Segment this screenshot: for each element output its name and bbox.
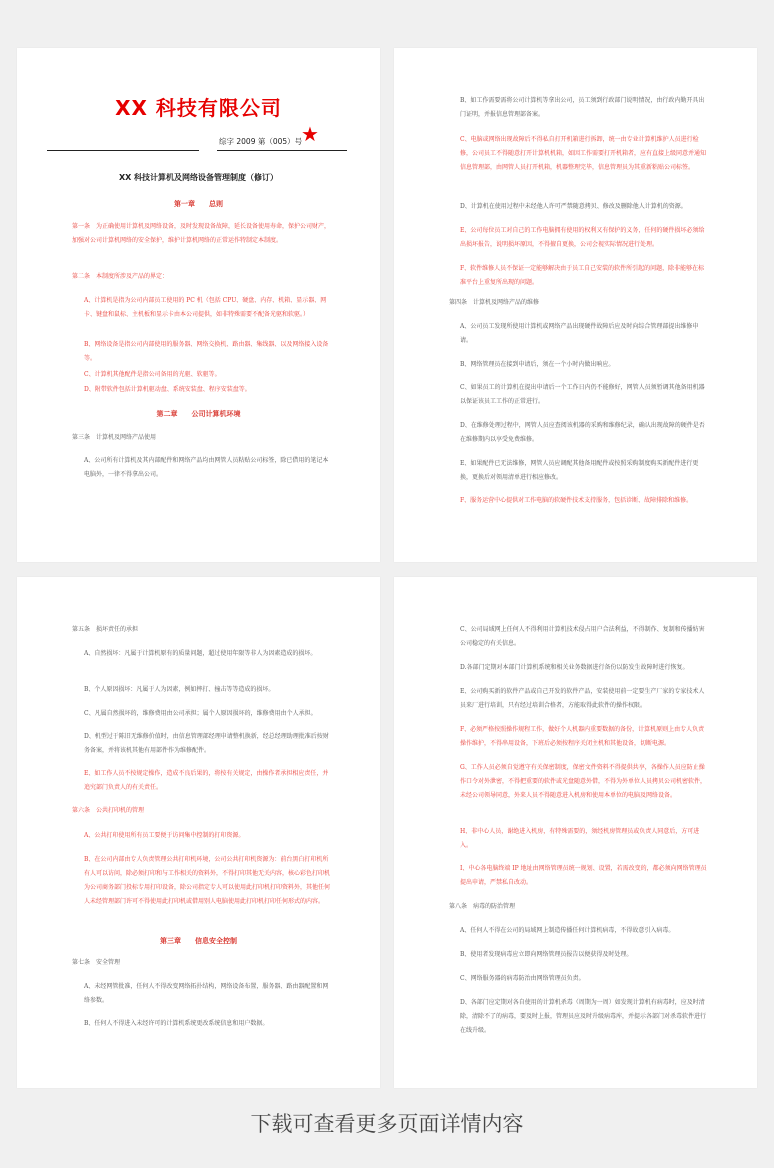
- document-page-2: [394, 48, 757, 562]
- clause-e: E、公司每位员工对自己的工作电脑拥有使用的权利又有保护的义务，任何的硬件损坏必须给出损坏报告，说明损坏原因，不得擅自更换，公司会视实际情况进行处理。: [460, 227, 705, 248]
- item-b: B、网络设备是指公司内部使用的服务器、网络交换机、路由器、集线器、以及网络接入设备等。: [84, 341, 329, 362]
- article-5-b: B、个人原因损坏：凡属于人为因素，例如摔打、撞击等等造成的损坏。: [84, 686, 275, 693]
- article-4-f: F、服务运营中心提供对工作电脑的软硬件技术支持服务，包括诊断、故障排除和维修。: [460, 497, 693, 504]
- article-8-d: D、各部门应定期对各自使用的计算机杀毒（周期为一周）如发现计算机有病毒时，应及时清除，清除不了的病毒，要及时上报，管理员应及时升级病毒库，并提示各部门对杀毒软件进行在线升级。: [460, 999, 707, 1034]
- clause-f: F、软件维修人员不保证一定能够解决由于员工自己安装的软件所引起的问题，除非能够在标准平台上重复所出现的问题。: [460, 265, 705, 286]
- document-page-1: [17, 48, 380, 562]
- article-8-b: B、使用者发现病毒应立即向网络管理员报告以便获得及时处理。: [460, 951, 633, 958]
- clause-c: C、电脑或网络出现故障后不得私自打开机箱进行拆卸，统一由专业计算机维护人员进行检修，公司员工不得随意打开计算机机箱，如因工作需要打开机箱者，应有直接上级同意并通知信息管理部，由网管人员打开机箱，机器整理完毕，信息管理员为其重新粘贴公司标签。: [460, 136, 707, 171]
- article-7: 第七条 安全管理: [72, 959, 121, 966]
- clause-b: B、如工作需要需将公司计算机等拿出公司，员工须到行政部门说明情况，由行政内勤开具出门证明，并报信息管理部备案。: [460, 97, 705, 118]
- item-a: A、计算机是指为公司内部员工使用的 PC 机（包括 CPU、硬盘、内存、机箱、显示器、网卡、键盘和鼠标、主机板和显示卡由本公司提供，如非特殊需要不配备光驱和软驱。）: [84, 297, 327, 318]
- article-4-c: C、如果员工的计算机在提出申请后一个工作日内仍不能修好，网管人员须暂调其他备用机器以保证该员工工作的正常进行。: [460, 384, 705, 405]
- article-4: 第四条 计算机及网络产品的维修: [449, 299, 540, 306]
- article-7-d: D.各部门定期对本部门计算机系统和相关业务数据进行备份以防发生故障时进行恢复。: [460, 664, 689, 671]
- article-7-f: F、必须严格按照操作规程工作，做好个人机器内重要数据的备份，计算机原则上由专人负责操作维护，不得串用设备，下班后必须按程序关闭主机和其他设备，切断电源。: [460, 726, 705, 747]
- star-icon: ★: [301, 122, 319, 146]
- article-5-a: A、自然损坏：凡属于计算机原有的质量问题，超过使用年限等非人为因素造成的损坏。: [84, 650, 317, 657]
- article-8-c: C、网络服务器的病毒防治由网络管理员负责。: [460, 975, 585, 982]
- document-page-3: [17, 577, 380, 1088]
- article-3: 第三条 计算机及网络产品使用: [72, 434, 157, 441]
- header-rule-left: [47, 150, 199, 151]
- article-5-e: E、如工作人员不按规定操作，造成不良后果的，将按有关规定，由操作者承担相应责任，并追究部门负责人的有关责任。: [84, 770, 329, 791]
- document-title: XX 科技计算机及网络设备管理制度（修订）: [118, 173, 279, 182]
- article-5-d: D、机型过于陈旧无维修价值时，由信息管理部经理申请整机换新，经总经理助理批准后按财务备案，并将该机其他有用部件作为维修配件。: [84, 733, 329, 754]
- article-5: 第五条 损坏责任的承担: [72, 626, 139, 633]
- article-8-a: A、任何人不得在公司的局域网上制造传播任何计算机病毒，不得故意引入病毒。: [460, 927, 675, 934]
- article-7-i: I、中心各电脑终端 IP 地址由网络管理员统一规划、设置，若需改变的，都必须向网络管理员提出申请，严禁私自改动。: [460, 865, 707, 886]
- article-4-e: E、如果配件已无法维修，网管人员应调配其他备用配件或按照采购制度购买新配件进行更换，更换后对领用清单进行相应修改。: [460, 460, 699, 481]
- download-more-caption: 下载可查看更多页面详情内容: [250, 1112, 524, 1136]
- article-7-g: G、工作人员必须自觉遵守有关保密制度，保密文件资料不得提供共享，各操作人员应防止操作口令对外泄密，不得把重要的软件或光盘随意外借，不得为外单位人员拷贝公司机密软件，未经公司领导同意，外来人员不得随意进入机房和使用本单位的电脑及网络设备。: [460, 764, 707, 799]
- article-4-a: A、公司员工发现所使用计算机或网络产品出现硬件故障后应及时向综合管理部提出维修申请。: [460, 323, 699, 344]
- article-3-a: A、公司所有计算机及其内部配件和网络产品均由网管人员粘贴公司标签，除已借用的笔记本电脑外，一律不得拿出公司。: [84, 457, 329, 478]
- item-c: C、计算机其他配件是指公司备用的光驱、软驱等。: [84, 371, 221, 378]
- article-6-a: A、公共打印使用所有员工要便于访问集中控制的打印资源。: [84, 832, 245, 839]
- document-page-4: [394, 577, 757, 1088]
- item-d: D、附带软件包括计算机驱动盘、系统安装盘、程序安装盘等。: [84, 386, 251, 393]
- article-8: 第八条 病毒的防治管理: [449, 903, 516, 910]
- chapter-3-heading: 第三章 信息安全控制: [160, 937, 237, 945]
- chapter-2-heading: 第二章 公司计算机环境: [156, 410, 241, 418]
- header-rule-right: [217, 150, 347, 151]
- article-4-b: B、网络管理员在接到申请后，须在一个小时内做出响应。: [460, 361, 615, 368]
- article-6-b: B、在公司内部由专人负责管理公共打印机环境，公司公共打印机资源为：前台黑白打印机所有人可以访问，除必须打印和与工作相关的资料外，不得打印其他无关内容，核心彩色打印机为公司商务部门投标专用打印设备，除公司指定专人可以使用此打印机打印资料外，其他任何人未经管理部门许可不得使用此打印机或借用别人电脑使用此打印机打印任何形式的内容。: [84, 856, 331, 905]
- article-2: 第二条 本制度所涉及产品的界定：: [72, 273, 169, 280]
- article-1: 第一条 为正确使用计算机及网络设备，及时发现设备故障，延长设备使用寿命，保护公司财产，加强对公司计算机网络的安全保护，维护计算机网络的正常运作特制定本制度。: [72, 223, 331, 244]
- chapter-1-heading: 第一章 总则: [174, 200, 223, 208]
- article-5-c: C、凡属自然损坏的，维修费用由公司承担；属个人原因损坏的，维修费用由个人承担。: [84, 710, 317, 717]
- article-7-a: A、未经网管批准，任何人不得改变网络拓扑结构，网络设备布置，服务器、路由器配置和网络参数。: [84, 983, 329, 1004]
- article-7-b: B、任何人不得进入未经许可的计算机系统更改系统信息和用户数据。: [84, 1020, 269, 1027]
- article-7-h: H、非中心人员，谢绝进入机房，有特殊需要的，须经机房管理员或负责人同意后，方可进入。: [460, 828, 700, 849]
- document-number: 综字 2009 第（005）号: [219, 137, 303, 146]
- article-7-c: C、公司局域网上任何人不得利用计算机技术侵占用户合法利益，不得制作、复制和传播妨害公司稳定的有关信息。: [460, 626, 705, 647]
- clause-d: D、计算机在使用过程中未经他人许可严禁随意拷贝、修改及删除他人计算机的资源。: [460, 203, 687, 210]
- article-7-e: E、公司购买新的软件产品或自己开发的软件产品，安装使用前一定要生产厂家的专家技术人员来厂进行培训，只有经过培训合格者，方能取得此软件的操作权限。: [460, 688, 705, 709]
- article-4-d: D、在维修处理过程中，网管人员应查阅该机器的采购和维修纪录，确认出现故障的硬件是否在维修期内以享受免费维修。: [460, 422, 705, 443]
- article-6: 第六条 公共打印机的管理: [72, 807, 145, 814]
- company-name: XX 科技有限公司: [115, 96, 282, 120]
